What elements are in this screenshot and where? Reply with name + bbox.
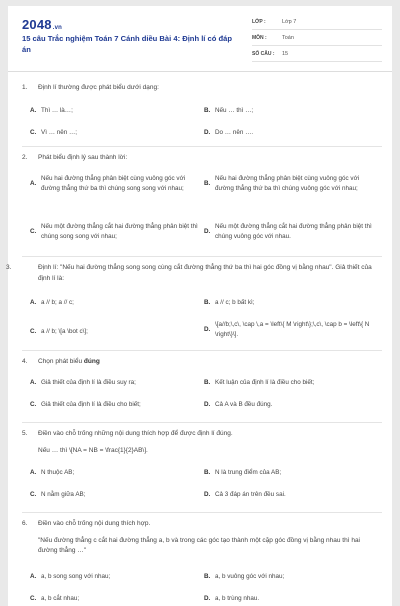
option-a[interactable] (30, 378, 200, 388)
question-stem: Định lí thường được phát biểu dưới dạng: (38, 84, 159, 91)
logo-suffix: .vn (52, 25, 63, 31)
option-text: Nếu … thì …; (215, 107, 254, 114)
option-letter: B. (204, 299, 211, 306)
question-subtext: "Nếu đường thẳng c cắt hai đường thẳng a, b và trong các góc tạo thành một cặp góc đồng vị bằng nhau thì hai đường thẳng …" (38, 537, 361, 555)
question-stem: Phát biểu định lý sau thành lời: (38, 154, 128, 161)
question-stem: Điền vào chỗ trống nội dung thích hợp. (38, 520, 151, 527)
option-a[interactable] (30, 298, 195, 308)
option-b[interactable] (204, 378, 376, 388)
option-text: Thì … là…; (41, 107, 73, 114)
option-c[interactable] (30, 128, 195, 138)
option-d[interactable] (204, 490, 376, 500)
question-text (22, 152, 382, 163)
option-text: Kết luận của định lí là điều cho biết; (215, 379, 315, 386)
option-letter: D. (204, 595, 211, 602)
question-number: 4. (22, 358, 28, 365)
meta-table (252, 14, 382, 62)
option-letter: A. (30, 379, 37, 386)
option-d[interactable] (204, 400, 376, 410)
option-text: Cả A và B đều đúng. (215, 401, 273, 408)
question-number: 3. (6, 264, 12, 271)
option-letter: C. (30, 401, 37, 408)
option-text: a, b song song với nhau; (41, 573, 111, 580)
option-a[interactable] (30, 106, 195, 116)
option-letter: D. (204, 401, 211, 408)
option-d[interactable] (204, 128, 374, 138)
question-number: 6. (22, 520, 28, 527)
option-text: a, b vuông góc với nhau; (215, 573, 285, 580)
meta-label: LỚP : (252, 18, 266, 25)
option-d[interactable] (204, 222, 376, 242)
option-letter: C. (30, 227, 37, 235)
option-letter: A. (30, 107, 37, 114)
option-letter: D. (204, 491, 211, 498)
question-text (22, 518, 382, 529)
option-a[interactable] (30, 468, 200, 478)
option-letter: D. (204, 129, 211, 136)
option-text: Cả 3 đáp án trên đều sai. (215, 491, 286, 498)
option-text: N thuộc AB; (41, 469, 75, 476)
meta-value: Lớp 7 (282, 18, 297, 25)
meta-row-count (252, 46, 382, 62)
option-b[interactable] (204, 468, 376, 478)
page-title: 15 câu Trắc nghiệm Toán 7 Cánh diều Bài 4: Định lí có đáp án (22, 34, 232, 54)
option-text: a // b; a // c; (41, 299, 74, 306)
question-text (22, 428, 382, 439)
question-divider (22, 512, 382, 513)
option-b[interactable] (204, 572, 376, 582)
question-divider (22, 146, 382, 147)
option-text: Giả thiết của định lí là điều suy ra; (41, 379, 136, 386)
option-text: Nếu hai đường thẳng phân biệt cùng vuông góc với đường thẳng thứ ba thì chúng song song với nhau; (41, 175, 186, 192)
option-letter: B. (204, 573, 211, 580)
option-b[interactable] (204, 174, 376, 194)
option-b[interactable] (204, 106, 374, 116)
option-d[interactable] (204, 594, 376, 604)
question-number: 2. (22, 154, 28, 161)
option-text: Giả thiết của định lí là điều cho biết; (41, 401, 141, 408)
question-subtext: Nếu … thì \[NA = NB = \frac{1}{2}AB\]. (38, 447, 148, 454)
question-text (22, 356, 382, 367)
option-text: N là trung điểm của AB; (215, 469, 282, 476)
option-letter: D. (204, 325, 211, 333)
option-text: Nếu một đường thẳng cắt hai đường thẳng phân biệt thì chúng vuông góc với nhau. (215, 223, 372, 240)
question-stem: Chọn phát biểu (38, 358, 84, 365)
option-b[interactable] (204, 298, 374, 308)
option-letter: A. (30, 299, 37, 306)
meta-row-subject (252, 30, 382, 46)
meta-value: 15 (282, 50, 289, 57)
option-letter: B. (204, 179, 211, 187)
meta-label: SỐ CÂU : (252, 50, 275, 57)
question-number: 1. (22, 84, 28, 91)
option-text: a, b trùng nhau. (215, 595, 260, 602)
question-text (6, 262, 382, 284)
option-c[interactable] (30, 327, 195, 337)
option-letter: C. (30, 328, 37, 335)
option-text: \[a//b;\,c\, \cap \,a = \left\{ M \right\};\,c\, \cap b = \left\{ N \right\}\]. (215, 321, 370, 338)
option-c[interactable] (30, 594, 200, 604)
option-text: Do … nên …. (215, 129, 254, 136)
question-divider (22, 422, 382, 423)
question-divider (22, 350, 382, 351)
option-letter: B. (204, 107, 211, 114)
option-text: Nếu một đường thẳng cắt hai đường thẳng phân biệt thì chúng song song với nhau; (41, 223, 198, 240)
option-c[interactable] (30, 490, 200, 500)
option-letter: C. (30, 491, 37, 498)
option-letter: C. (30, 129, 37, 136)
option-text: a, b cắt nhau; (41, 595, 80, 602)
option-letter: A. (30, 573, 37, 580)
option-letter: D. (204, 227, 211, 235)
question-emphasis: đúng (83, 358, 100, 365)
meta-row-class (252, 14, 382, 30)
option-text: N nằm giữa AB; (41, 491, 86, 498)
option-text: Nếu hai đường thẳng phân biệt cùng vuông góc với đường thẳng thứ ba thì chúng vuông góc với nhau; (215, 175, 360, 192)
page-header (8, 6, 392, 72)
meta-label: MÔN : (252, 34, 267, 41)
option-letter: B. (204, 469, 211, 476)
worksheet-page (8, 6, 392, 606)
option-c[interactable] (30, 400, 200, 410)
logo-main: 2048 (22, 17, 52, 32)
option-letter: C. (30, 595, 37, 602)
option-text: a // c; b bất kì; (215, 299, 255, 306)
option-c[interactable] (30, 222, 200, 242)
question-divider (22, 256, 382, 257)
option-text: Vì … nên …; (41, 129, 78, 136)
option-a[interactable] (30, 572, 200, 582)
question-stem: Định lí: "Nếu hai đường thẳng song song cùng cắt đường thẳng thứ ba thì hai góc đồng vị bằng nhau". Giả thiết của định lí là: (38, 264, 372, 283)
question-stem: Điền vào chỗ trống những nội dung thích hợp để được định lí đúng. (38, 430, 233, 437)
option-a[interactable] (30, 174, 200, 194)
option-letter: A. (30, 179, 37, 187)
option-text: a // b; \[a \bot c\]; (41, 328, 88, 335)
option-letter: B. (204, 379, 211, 386)
question-number: 5. (22, 430, 28, 437)
meta-value: Toán (282, 34, 294, 41)
site-logo[interactable] (22, 17, 62, 32)
question-text (22, 82, 382, 93)
option-d[interactable] (204, 320, 376, 340)
option-letter: A. (30, 469, 37, 476)
